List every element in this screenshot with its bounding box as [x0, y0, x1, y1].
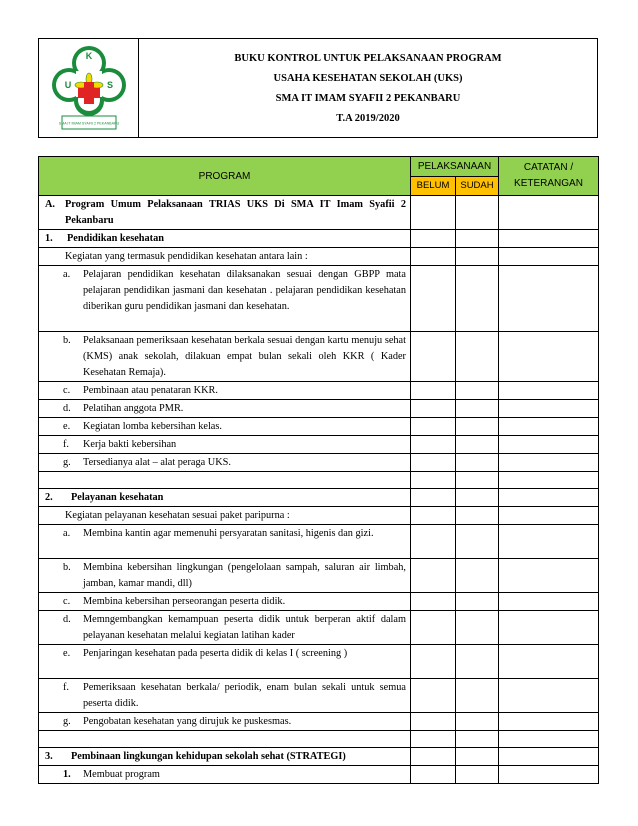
title-line-4: T.A 2019/2020: [336, 112, 400, 124]
header-catatan: CATATAN / KETERANGAN: [499, 157, 599, 196]
table-row-empty: [39, 472, 599, 489]
catatan-cell[interactable]: [499, 611, 599, 645]
belum-cell[interactable]: [411, 400, 456, 418]
catatan-cell[interactable]: [499, 679, 599, 713]
header-program: PROGRAM: [39, 157, 411, 196]
table-row: [39, 645, 599, 679]
item-text: Memngembangkan kemampuan peserta didik untuk berperan aktif dalam pelayanan kesehatan melalui kegiatan latihan kader: [83, 614, 406, 641]
table-row: [39, 748, 599, 766]
sudah-cell[interactable]: [456, 436, 499, 454]
table-row: [39, 230, 599, 248]
item-text: Membina kantin agar memenuhi persyaratan sanitasi, higenis dan gizi.: [83, 528, 374, 539]
logo-letter-k: K: [85, 51, 92, 61]
table-row: [39, 766, 599, 784]
catatan-cell[interactable]: [499, 525, 599, 559]
title-line-3: SMA IT IMAM SYAFII 2 PEKANBARU: [275, 92, 461, 104]
catatan-cell[interactable]: [499, 489, 599, 507]
logo-banner-text: SMA IT IMAM SYAFII 2 PEKANBARU: [58, 121, 119, 126]
item-number: d.: [63, 614, 71, 625]
item-number: f.: [63, 682, 70, 693]
catatan-cell[interactable]: [499, 593, 599, 611]
catatan-cell[interactable]: [499, 248, 599, 266]
section-2-intro: Kegiatan pelayanan kesehatan sesuai paket paripurna :: [65, 510, 290, 521]
section-a-number: A.: [45, 199, 56, 210]
table-row: [39, 559, 599, 593]
table-row: [39, 418, 599, 436]
section-1-intro: Kegiatan yang termasuk pendidikan kesehatan antara lain :: [65, 251, 308, 262]
item-text: Tersedianya alat – alat peraga UKS.: [83, 457, 231, 468]
section-3-title: Pembinaan lingkungan kehidupan sekolah sehat (STRATEGI): [71, 751, 346, 762]
item-number: f.: [63, 439, 70, 450]
sudah-cell[interactable]: [456, 611, 499, 645]
item-number: b.: [63, 562, 71, 573]
sudah-cell[interactable]: [456, 766, 499, 784]
section-2-title: Pelayanan kesehatan: [71, 492, 164, 503]
sudah-cell[interactable]: [456, 454, 499, 472]
table-row: [39, 489, 599, 507]
sudah-cell[interactable]: [456, 559, 499, 593]
header-sudah: SUDAH: [456, 176, 499, 196]
belum-cell[interactable]: [411, 559, 456, 593]
belum-cell[interactable]: [411, 611, 456, 645]
uks-logo: [46, 43, 132, 133]
section-1-number: 1.: [45, 233, 53, 244]
catatan-cell[interactable]: [499, 454, 599, 472]
belum-cell[interactable]: [411, 436, 456, 454]
sudah-cell[interactable]: [456, 593, 499, 611]
table-row-empty: [39, 731, 599, 748]
catatan-cell[interactable]: [499, 731, 599, 748]
title-line-1: BUKU KONTROL UNTUK PELAKSANAAN PROGRAM: [234, 52, 502, 64]
sudah-cell[interactable]: [456, 525, 499, 559]
table-row: [39, 525, 599, 559]
belum-cell[interactable]: [411, 454, 456, 472]
sudah-cell[interactable]: [456, 196, 499, 230]
belum-cell[interactable]: [411, 266, 456, 332]
document-header: [38, 38, 598, 138]
logo-letter-s: S: [106, 80, 113, 90]
catatan-cell[interactable]: [499, 766, 599, 784]
belum-cell[interactable]: [411, 196, 456, 230]
item-text: Pelatihan anggota PMR.: [83, 403, 184, 414]
catatan-cell[interactable]: [499, 196, 599, 230]
sudah-cell[interactable]: [456, 248, 499, 266]
header-belum: BELUM: [411, 176, 456, 196]
item-text: Membina kebersihan perseorangan peserta didik.: [83, 596, 286, 607]
sudah-cell[interactable]: [456, 400, 499, 418]
belum-cell[interactable]: [411, 230, 456, 248]
control-table: [38, 156, 599, 784]
sudah-cell[interactable]: [456, 731, 499, 748]
belum-cell[interactable]: [411, 382, 456, 400]
sudah-cell[interactable]: [456, 748, 499, 766]
catatan-cell[interactable]: [499, 332, 599, 382]
catatan-cell[interactable]: [499, 559, 599, 593]
catatan-cell[interactable]: [499, 382, 599, 400]
section-a-text: Program Umum Pelaksanaan TRIAS UKS Di SMA IT Imam Syafii 2 Pekanbaru: [65, 199, 406, 226]
table-row: [39, 266, 599, 332]
catatan-cell[interactable]: [499, 400, 599, 418]
sudah-cell[interactable]: [456, 507, 499, 525]
belum-cell[interactable]: [411, 593, 456, 611]
table-row: [39, 507, 599, 525]
sudah-cell[interactable]: [456, 230, 499, 248]
sudah-cell[interactable]: [456, 332, 499, 382]
item-number: c.: [63, 596, 71, 607]
sudah-cell[interactable]: [456, 489, 499, 507]
belum-cell[interactable]: [411, 766, 456, 784]
item-number: a.: [63, 528, 71, 539]
catatan-cell[interactable]: [499, 713, 599, 731]
item-text: Kegiatan lomba kebersihan kelas.: [83, 421, 222, 432]
belum-cell[interactable]: [411, 248, 456, 266]
sudah-cell[interactable]: [456, 679, 499, 713]
header-pelaksanaan: PELAKSANAAN: [411, 157, 499, 177]
sudah-cell[interactable]: [456, 713, 499, 731]
item-text: Pemeriksaan kesehatan berkala/ periodik, enam bulan sekali untuk semua peserta didik.: [83, 682, 406, 709]
section-1-title: Pendidikan kesehatan: [67, 233, 164, 244]
belum-cell[interactable]: [411, 748, 456, 766]
item-number: e.: [63, 648, 71, 659]
catatan-cell[interactable]: [499, 436, 599, 454]
belum-cell[interactable]: [411, 525, 456, 559]
table-row: [39, 332, 599, 382]
belum-cell[interactable]: [411, 489, 456, 507]
item-number: a.: [63, 269, 71, 280]
sudah-cell[interactable]: [456, 645, 499, 679]
table-row: [39, 400, 599, 418]
section-3-number: 3.: [45, 751, 53, 762]
table-row: [39, 248, 599, 266]
logo-letter-u: U: [64, 80, 71, 90]
item-text: Pengobatan kesehatan yang dirujuk ke puskesmas.: [83, 716, 292, 727]
item-text: Pelaksanaan pemeriksaan kesehatan berkala sesuai dengan kartu menuju sehat (KMS) anak sekolah, dilakuan empat bulan sekali oleh KKR ( Kader Kesehatan Remaja).: [83, 335, 406, 378]
belum-cell[interactable]: [411, 645, 456, 679]
item-text: Pelajaran pendidikan kesehatan dilaksanakan sesuai dengan GBPP mata pelajaran pendidikan jasmani dan kesehatan . pelajaran pendidikan kesehatan diberikan guru pendidikan jasmani dan kesehatan.: [83, 269, 406, 312]
belum-cell[interactable]: [411, 472, 456, 489]
item-number: g.: [63, 457, 71, 468]
belum-cell[interactable]: [411, 731, 456, 748]
item-number: b.: [63, 335, 71, 346]
sudah-cell[interactable]: [456, 418, 499, 436]
item-number: 1.: [63, 769, 71, 780]
belum-cell[interactable]: [411, 507, 456, 525]
catatan-cell[interactable]: [499, 418, 599, 436]
catatan-cell[interactable]: [499, 472, 599, 489]
catatan-cell[interactable]: [499, 748, 599, 766]
table-row: [39, 436, 599, 454]
sudah-cell[interactable]: [456, 266, 499, 332]
catatan-cell[interactable]: [499, 266, 599, 332]
item-text: Penjaringan kesehatan pada peserta didik di kelas I ( screening ): [83, 648, 348, 659]
table-row: [39, 454, 599, 472]
section-2-number: 2.: [45, 492, 53, 503]
belum-cell[interactable]: [411, 332, 456, 382]
table-row: [39, 611, 599, 645]
table-row: [39, 679, 599, 713]
item-number: d.: [63, 403, 71, 414]
title-block: [139, 39, 597, 137]
table-row: [39, 196, 599, 230]
catatan-cell[interactable]: [499, 230, 599, 248]
item-text: Membina kebersihan lingkungan (pengelolaan sampah, saluran air limbah, jamban, kamar mandi, dll): [83, 562, 406, 589]
catatan-cell[interactable]: [499, 507, 599, 525]
catatan-cell[interactable]: [499, 645, 599, 679]
belum-cell[interactable]: [411, 679, 456, 713]
sudah-cell[interactable]: [456, 382, 499, 400]
item-number: g.: [63, 716, 71, 727]
table-row: [39, 382, 599, 400]
belum-cell[interactable]: [411, 418, 456, 436]
logo-cell: [39, 39, 139, 137]
table-row: [39, 593, 599, 611]
sudah-cell[interactable]: [456, 472, 499, 489]
table-row: [39, 713, 599, 731]
item-number: c.: [63, 385, 71, 396]
belum-cell[interactable]: [411, 713, 456, 731]
item-text: Pembinaan atau penataran KKR.: [83, 385, 218, 396]
item-text: Kerja bakti kebersihan: [83, 439, 177, 450]
item-number: e.: [63, 421, 71, 432]
item-text: Membuat program: [83, 769, 160, 780]
title-line-2: USAHA KESEHATAN SEKOLAH (UKS): [273, 72, 463, 84]
